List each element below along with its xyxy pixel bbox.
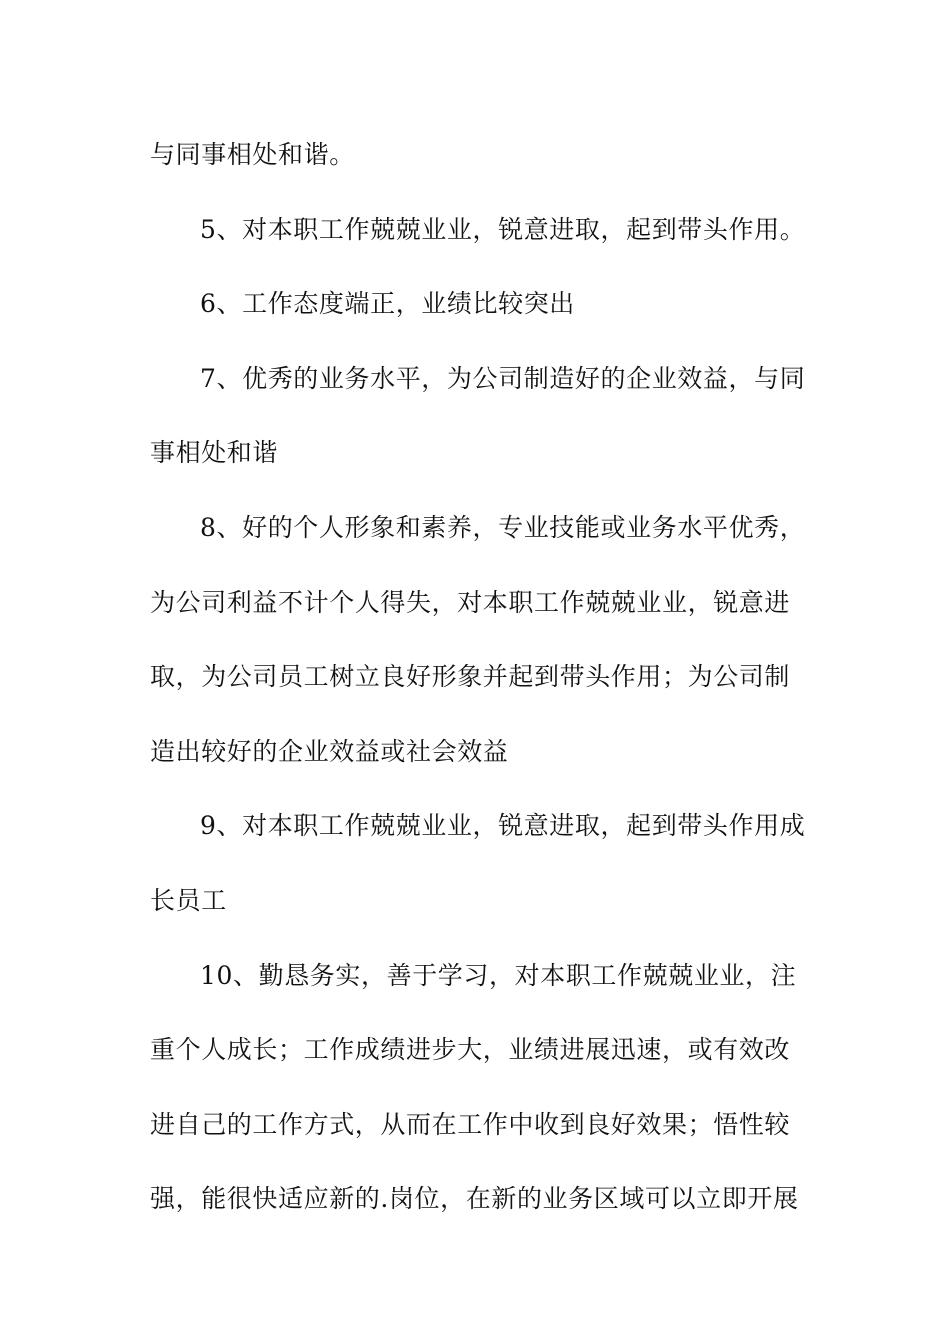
text-line: 长员工 bbox=[150, 885, 227, 915]
text-line: 取，为公司员工树立良好形象并起到带头作用；为公司制 bbox=[150, 662, 791, 692]
text-line: 7、优秀的业务水平，为公司制造好的企业效益，与同 bbox=[200, 363, 806, 393]
text-line: 事相处和谐 bbox=[150, 438, 279, 468]
text-line: 8、好的个人形象和素养，专业技能或业务水平优秀， bbox=[200, 512, 806, 542]
text-line: 9、对本职工作兢兢业业，锐意进取，起到带头作用成 bbox=[200, 811, 806, 841]
text-line: 6、工作态度端正，业绩比较突出 bbox=[200, 289, 575, 319]
text-line: 强，能很快适应新的.岗位，在新的业务区域可以立即开展 bbox=[150, 1184, 799, 1214]
text-line: 进自己的工作方式，从而在工作中收到良好效果；悟性较 bbox=[150, 1109, 791, 1139]
text-line: 造出较好的企业效益或社会效益 bbox=[150, 736, 509, 766]
text-line: 为公司利益不计个人得失，对本职工作兢兢业业，锐意进 bbox=[150, 587, 791, 617]
text-line: 5、对本职工作兢兢业业，锐意进取，起到带头作用。 bbox=[200, 214, 806, 244]
text-line: 与同事相处和谐。 bbox=[150, 140, 355, 169]
text-line: 10、勤恳务实，善于学习，对本职工作兢兢业业，注 bbox=[200, 960, 797, 990]
document-body bbox=[150, 118, 810, 1237]
text-line: 重个人成长；工作成绩进步大，业绩进展迅速，或有效改 bbox=[150, 1035, 791, 1065]
